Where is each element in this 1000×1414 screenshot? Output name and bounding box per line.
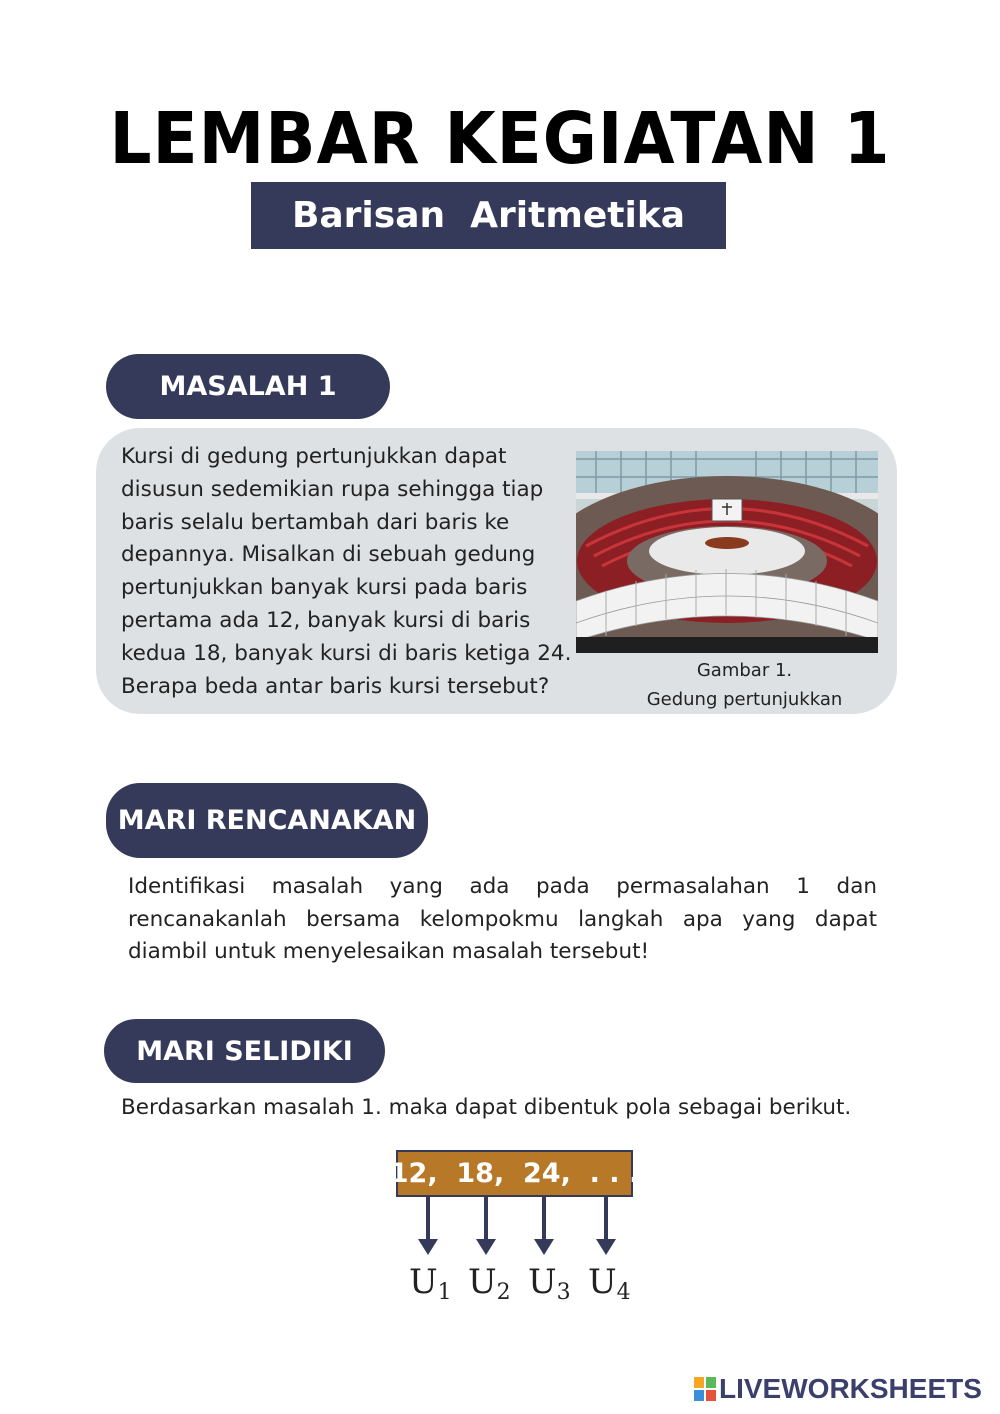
section-label-investigate: MARI SELIDIKI <box>104 1019 385 1083</box>
section-label-plan: MARI RENCANAKAN <box>106 783 428 858</box>
subtitle-banner: Barisan Aritmetika <box>251 182 726 249</box>
liveworksheets-icon <box>694 1377 716 1401</box>
brand-name: LIVEWORKSHEETS <box>719 1373 982 1404</box>
term-letter: U <box>588 1262 617 1302</box>
investigate-text: Berdasarkan masalah 1. maka dapat dibentuk pola sebagai berikut. <box>121 1095 852 1120</box>
caption-line-1: Gambar 1. <box>696 660 793 681</box>
term-index: 1 <box>437 1280 452 1305</box>
sequence-box: 12, 18, 24, . . . <box>396 1150 633 1197</box>
section-label-problem: MASALAH 1 <box>106 354 390 419</box>
term-arrows <box>396 1197 636 1259</box>
liveworksheets-logo <box>694 1372 982 1406</box>
term-u3 <box>528 1262 571 1305</box>
image-caption <box>612 656 877 714</box>
page-title: LEMBAR KEGIATAN 1 <box>109 96 891 181</box>
term-u1 <box>409 1262 452 1305</box>
term-u4 <box>588 1262 631 1305</box>
auditorium-image <box>576 451 878 653</box>
plan-text: Identifikasi masalah yang ada pada permasalahan 1 dan rencanakanlah bersama kelompokmu langkah apa yang dapat diambil untuk menyelesaikan masalah tersebut! <box>128 874 877 964</box>
term-index: 2 <box>496 1280 511 1305</box>
problem-text: Kursi di gedung pertunjukkan dapat disusun sedemikian rupa sehingga tiap baris selalu bertambah dari baris ke depannya. Misalkan di sebuah gedung pertunjukkan banyak kursi pada baris pertama ada 12, banyak kursi di baris kedua 18, banyak kursi di baris ketiga 24. Berapa beda antar baris kursi tersebut? <box>121 444 572 699</box>
term-letter: U <box>528 1262 557 1302</box>
term-letter: U <box>409 1262 438 1302</box>
term-letter: U <box>468 1262 497 1302</box>
term-u2 <box>468 1262 511 1305</box>
term-index: 4 <box>616 1280 631 1305</box>
term-index: 3 <box>556 1280 571 1305</box>
caption-line-2: Gedung pertunjukkan <box>646 689 843 710</box>
